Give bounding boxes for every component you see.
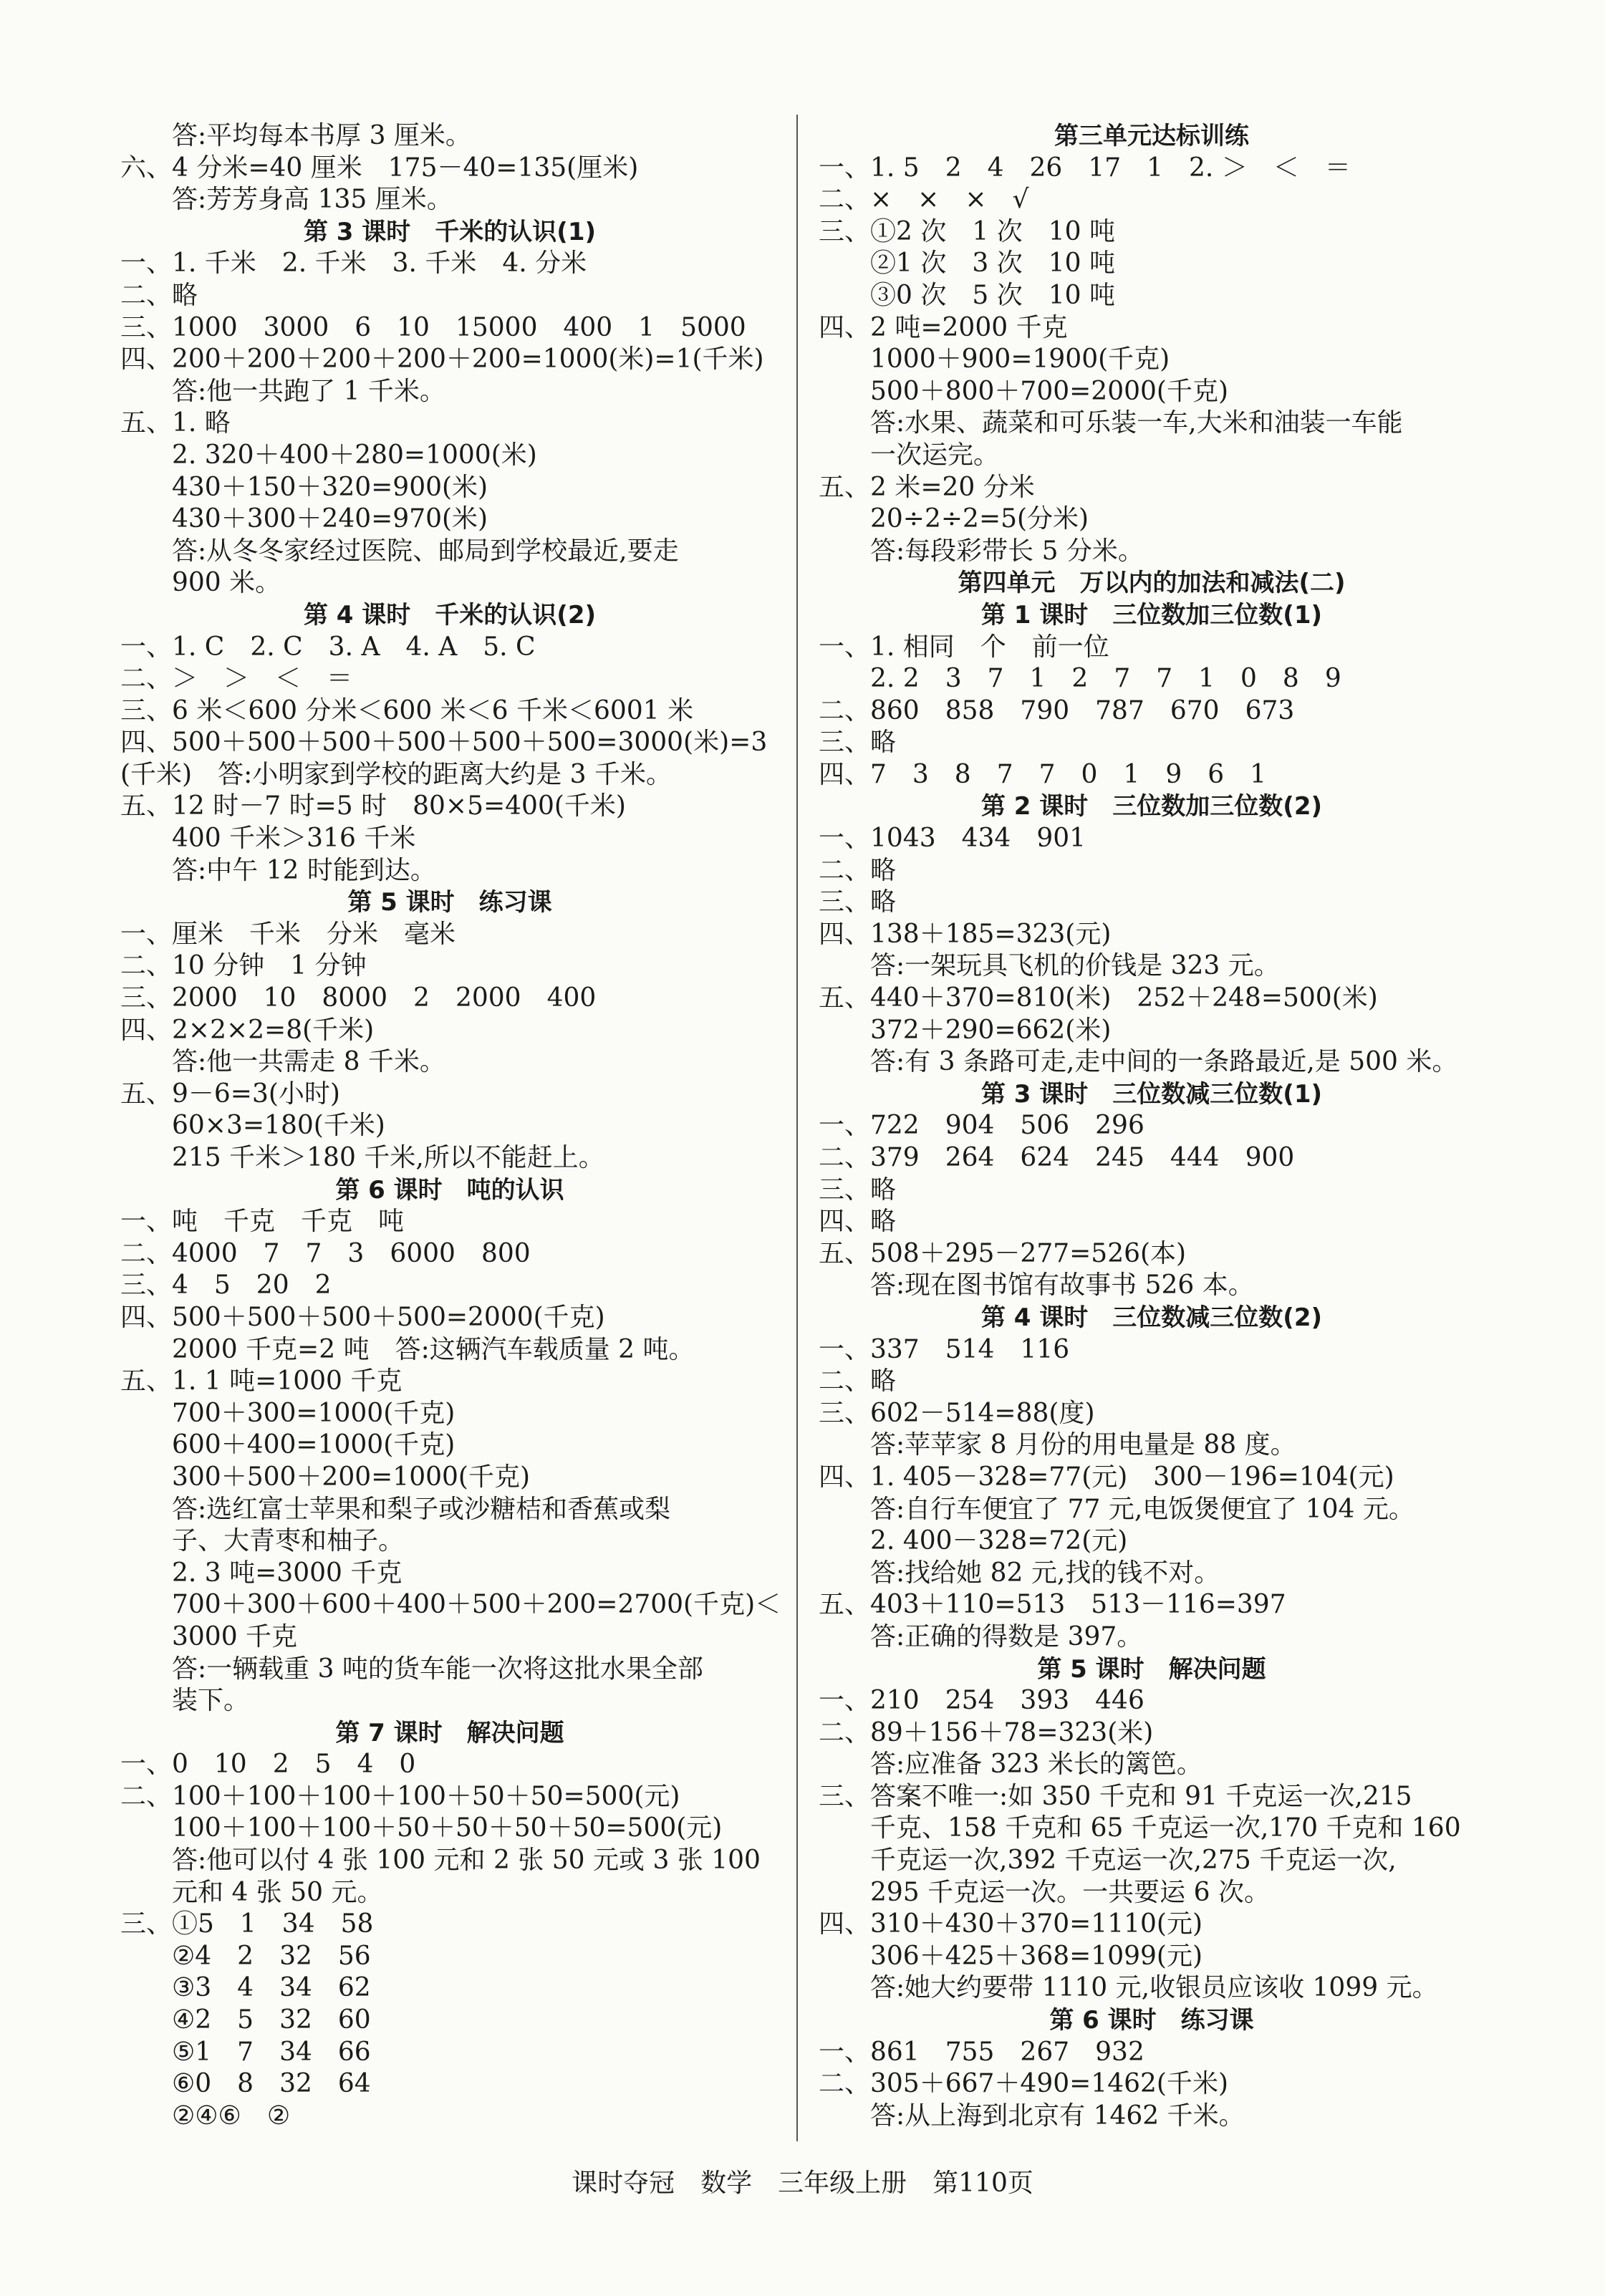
answer-line: ④2 5 32 60	[172, 2005, 371, 2035]
answer-line: 一、1. 相同 个 前一位	[819, 632, 1109, 662]
answer-line: 五、9－6=3(小时)	[120, 1079, 340, 1109]
answer-line: 二、89＋156＋78=323(米)	[819, 1717, 1154, 1747]
answer-line: 1000＋900=1900(千克)	[870, 344, 1170, 375]
answer-line: 100＋100＋100＋50＋50＋50＋50=500(元)	[172, 1813, 723, 1843]
answer-line: 子、大青枣和柚子。	[172, 1526, 405, 1556]
answer-line: 答:自行车便宜了 77 元,电饭煲便宜了 104 元。	[870, 1494, 1414, 1524]
section-heading: 第 4 课时 三位数减三位数(2)	[980, 1303, 1323, 1332]
answer-line: 三、答案不唯一:如 350 千克和 91 千克运一次,215	[819, 1781, 1412, 1811]
answer-line: ②1 次 3 次 10 吨	[870, 249, 1115, 279]
answer-line: 五、508＋295－277=526(本)	[819, 1238, 1187, 1268]
answer-line: 答:平均每本书厚 3 厘米。	[172, 121, 471, 150]
answer-line: 3000 千克	[172, 1621, 298, 1651]
answer-line: 三、略	[819, 887, 897, 917]
answer-line: 五、12 时－7 时=5 时 80×5=400(千米)	[120, 791, 626, 821]
answer-line: 2. 3 吨=3000 千克	[172, 1558, 403, 1588]
answer-line: 900 米。	[172, 568, 281, 598]
answer-line: 四、500＋500＋500＋500＋500＋500=3000(米)=3	[120, 728, 768, 758]
answer-line: 答:芳芳身高 135 厘米。	[172, 185, 453, 215]
section-heading: 第 4 课时 千米的认识(2)	[303, 600, 597, 630]
section-heading: 第 2 课时 三位数加三位数(2)	[980, 792, 1323, 821]
answer-line: ③3 4 34 62	[172, 1973, 371, 2003]
answer-line: ⑥0 8 32 64	[172, 2069, 371, 2099]
answer-line: 一、337 514 116	[819, 1334, 1070, 1364]
answer-line: 答:每段彩带长 5 分米。	[870, 536, 1144, 566]
answer-line: 装下。	[172, 1686, 250, 1716]
answer-line: 430＋300＋240=970(米)	[172, 504, 488, 534]
answer-line: 一、厘米 千米 分米 毫米	[120, 919, 456, 949]
answer-line: 三、602－514=88(度)	[819, 1398, 1095, 1428]
answer-line: 400 千米＞316 千米	[172, 824, 416, 854]
answer-line: 二、379 264 624 245 444 900	[819, 1143, 1295, 1172]
answer-line: 答:正确的得数是 397。	[870, 1621, 1143, 1651]
answer-line: 答:现在图书馆有故事书 526 本。	[870, 1270, 1254, 1301]
answer-line: 四、2×2×2=8(千米)	[120, 1015, 375, 1045]
section-heading: 第 1 课时 三位数加三位数(1)	[980, 600, 1323, 630]
answer-line: 二、略	[120, 280, 198, 310]
answer-line: 答:从上海到北京有 1462 千米。	[870, 2100, 1245, 2131]
answer-line: 二、860 858 790 787 670 673	[819, 695, 1295, 725]
answer-line: 三、6 米＜600 分米＜600 米＜6 千米＜6001 米	[120, 695, 694, 725]
answer-line: 二、＞ ＞ ＜ ＝	[120, 664, 353, 694]
answer-line: 三、略	[819, 728, 897, 758]
right-column	[819, 120, 1485, 2132]
answer-line: 二、10 分钟 1 分钟	[120, 951, 367, 981]
answer-line: 四、略	[819, 1207, 897, 1237]
answer-line: 五、440＋370=810(米) 252＋248=500(米)	[819, 983, 1378, 1013]
answer-line: 六、4 分米=40 厘米 175－40=135(厘米)	[120, 153, 639, 183]
answer-line: 2000 千克=2 吨 答:这辆汽车载质量 2 吨。	[172, 1334, 695, 1364]
answer-line: 答:他一共需走 8 千米。	[172, 1047, 445, 1077]
answer-line: 60×3=180(千米)	[172, 1111, 385, 1141]
answer-line: 答:一辆载重 3 吨的货车能一次将这批水果全部	[172, 1654, 703, 1684]
answer-line: 四、200＋200＋200＋200＋200=1000(米)=1(千米)	[120, 344, 764, 375]
answer-line: 300＋500＋200=1000(千克)	[172, 1462, 531, 1492]
answer-line: 答:水果、蔬菜和可乐装一车,大米和油装一车能	[870, 408, 1403, 438]
answer-line: 四、7 3 8 7 7 0 1 9 6 1	[819, 759, 1267, 789]
answer-line: 答:中午 12 时能到达。	[172, 855, 436, 885]
answer-line: 二、略	[819, 1366, 897, 1397]
answer-line: 四、138＋185=323(元)	[819, 919, 1112, 949]
answer-line: 700＋300＋600＋400＋500＋200=2700(千克)＜	[172, 1590, 781, 1620]
answer-line: 三、略	[819, 1174, 897, 1205]
answer-line: 五、1. 1 吨=1000 千克	[120, 1366, 403, 1397]
answer-line: (千米) 答:小明家到学校的距离大约是 3 千米。	[120, 759, 673, 789]
answer-line: 430＋150＋320=900(米)	[172, 472, 488, 502]
answer-line: 二、略	[819, 855, 897, 885]
section-heading: 第 7 课时 解决问题	[335, 1718, 564, 1747]
answer-line: 四、1. 405－328=77(元) 300－196=104(元)	[819, 1462, 1394, 1492]
answer-line: 答:一架玩具飞机的价钱是 323 元。	[870, 951, 1280, 981]
answer-line: 306＋425＋368=1099(元)	[870, 1941, 1203, 1971]
answer-line: 三、①2 次 1 次 10 吨	[819, 216, 1115, 246]
section-heading: 第 3 课时 千米的认识(1)	[303, 217, 597, 246]
answer-line: 答:从冬冬家经过医院、邮局到学校最近,要走	[172, 536, 679, 566]
answer-line: 五、1. 略	[120, 408, 231, 438]
section-heading: 第 6 课时 练习课	[1049, 2006, 1254, 2035]
page-footer: 课时夺冠 数学 三年级上册 第110页	[572, 2169, 1033, 2198]
answer-line: 千克、158 千克和 65 千克运一次,170 千克和 160	[870, 1813, 1461, 1843]
section-heading: 第 5 课时 解决问题	[1037, 1654, 1266, 1684]
answer-line: 三、4 5 20 2	[120, 1270, 332, 1301]
answer-line: 一、210 254 393 446	[819, 1686, 1144, 1716]
answer-line: 20÷2÷2=5(分米)	[870, 504, 1089, 534]
answer-line: 295 千克运一次。一共要运 6 次。	[870, 1877, 1270, 1907]
column-divider	[796, 115, 798, 2141]
answer-line: 五、2 米=20 分米	[819, 472, 1035, 502]
answer-line: 一、1043 434 901	[819, 824, 1086, 854]
section-heading: 第 5 课时 练习课	[347, 888, 552, 917]
answer-line: 元和 4 张 50 元。	[172, 1877, 383, 1907]
answer-line: 三、①5 1 34 58	[120, 1909, 374, 1939]
answer-line: 一、722 904 506 296	[819, 1111, 1144, 1141]
answer-line: 2. 2 3 7 1 2 7 7 1 0 8 9	[870, 664, 1341, 694]
answer-line: 答:她大约要带 1110 元,收银员应该收 1099 元。	[870, 1973, 1438, 2003]
answer-line: 2. 320＋400＋280=1000(米)	[172, 440, 537, 470]
answer-line: 四、500＋500＋500＋500=2000(千克)	[120, 1302, 605, 1332]
answer-line: 三、1000 3000 6 10 15000 400 1 5000	[120, 312, 746, 342]
answer-line: 372＋290=662(米)	[870, 1015, 1112, 1045]
answer-line: ⑤1 7 34 66	[172, 2037, 371, 2067]
answer-line: 215 千米＞180 千米,所以不能赶上。	[172, 1143, 604, 1172]
answer-line: 一、861 755 267 932	[819, 2037, 1144, 2067]
answer-line: 答:他一共跑了 1 千米。	[172, 376, 445, 406]
answer-line: 一、0 10 2 5 4 0	[120, 1750, 416, 1780]
answer-line: ②④⑥ ②	[172, 2100, 291, 2131]
answer-line: 答:苹苹家 8 月份的用电量是 88 度。	[870, 1430, 1296, 1460]
answer-line: 二、305＋667＋490=1462(千米)	[819, 2069, 1229, 2099]
answer-line: 二、× × × √	[819, 185, 1029, 215]
answer-line: 答:他可以付 4 张 100 元和 2 张 50 元或 3 张 100	[172, 1846, 761, 1876]
section-heading: 第 3 课时 三位数减三位数(1)	[980, 1079, 1323, 1109]
answer-line: 一、1. C 2. C 3. A 4. A 5. C	[120, 632, 536, 662]
answer-line: 二、4000 7 7 3 6000 800	[120, 1238, 531, 1268]
answer-line: 答:应准备 323 米长的篱笆。	[870, 1750, 1202, 1780]
section-heading: 第三单元达标训练	[1054, 122, 1249, 150]
answer-line: ②4 2 32 56	[172, 1941, 371, 1971]
left-column	[120, 120, 779, 2132]
answer-line: 五、403＋110=513 513－116=397	[819, 1590, 1286, 1620]
answer-line: ③0 次 5 次 10 吨	[870, 280, 1115, 310]
section-heading: 第 6 课时 吨的认识	[335, 1175, 564, 1205]
answer-line: 四、2 吨=2000 千克	[819, 312, 1068, 342]
answer-line: 四、310＋430＋370=1110(元)	[819, 1909, 1203, 1939]
answer-line: 二、100＋100＋100＋100＋50＋50=500(元)	[120, 1781, 680, 1811]
answer-line: 答:选红富士苹果和梨子或沙糖桔和香蕉或梨	[172, 1494, 671, 1524]
answer-line: 600＋400=1000(千克)	[172, 1430, 456, 1460]
answer-line: 2. 400－328=72(元)	[870, 1526, 1128, 1556]
answer-line: 一次运完。	[870, 440, 1000, 470]
answer-line: 700＋300=1000(千克)	[172, 1398, 456, 1428]
answer-line: 一、1. 5 2 4 26 17 1 2. ＞ ＜ ＝	[819, 153, 1351, 183]
answer-line: 500＋800＋700=2000(千克)	[870, 376, 1229, 406]
answer-line: 一、1. 千米 2. 千米 3. 千米 4. 分米	[120, 249, 587, 279]
answer-line: 答:找给她 82 元,找的钱不对。	[870, 1558, 1220, 1588]
answer-line: 三、2000 10 8000 2 2000 400	[120, 983, 597, 1013]
answer-line: 千克运一次,392 千克运一次,275 千克运一次,	[870, 1846, 1397, 1876]
answer-line: 答:有 3 条路可走,走中间的一条路最近,是 500 米。	[870, 1047, 1458, 1077]
section-heading: 第四单元 万以内的加法和减法(二)	[958, 569, 1346, 598]
answer-line: 一、吨 千克 千克 吨	[120, 1207, 405, 1237]
